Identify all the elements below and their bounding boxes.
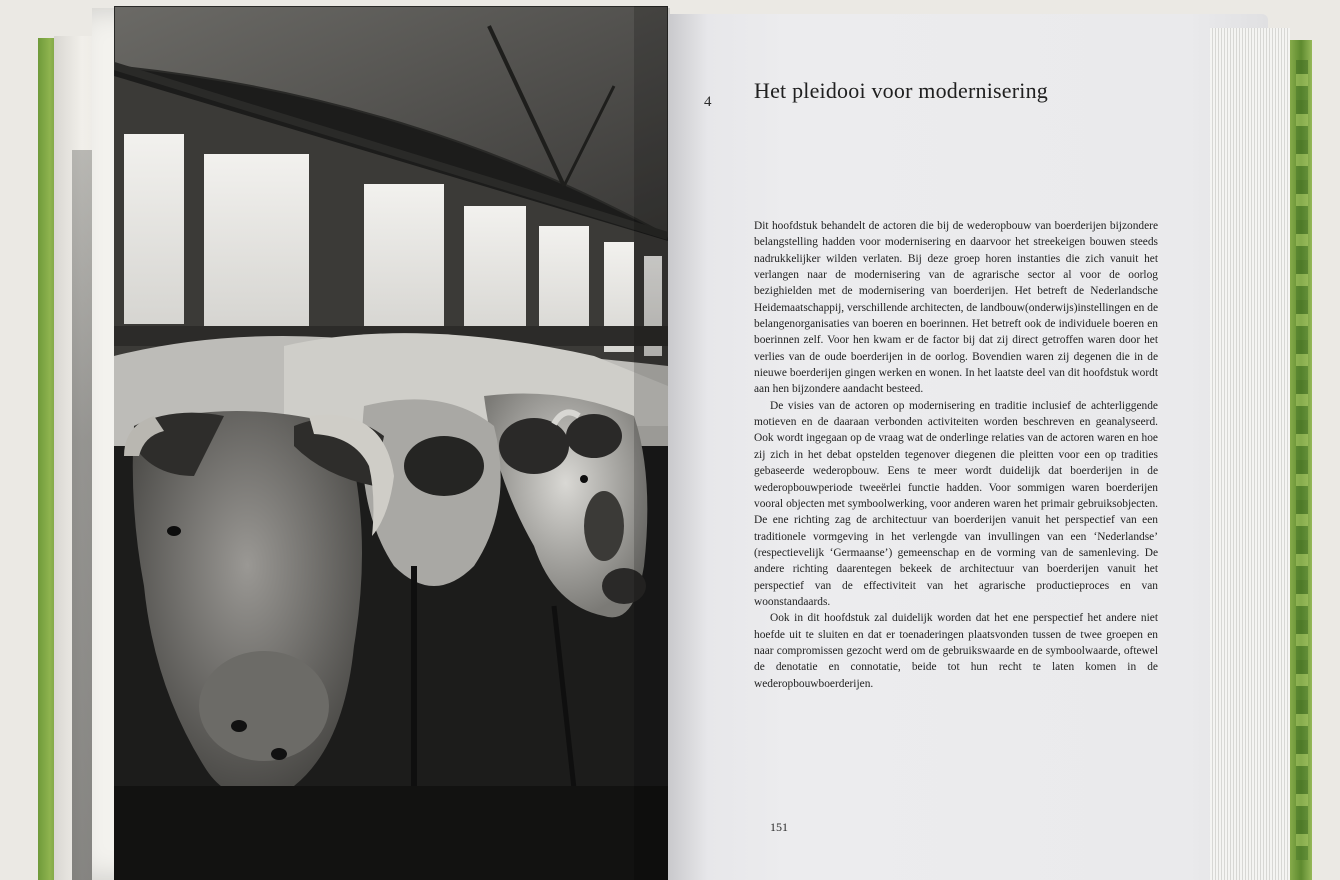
- paragraph: Ook in dit hoofdstuk zal duidelijk worden dat het ene perspectief het andere niet hoefde uit te sluiten en dat er toenaderingen plaatsvonden tussen de twee groepen en naar compromissen gezocht werd om de gebruikswaarde en de symboolwaarde, oftewel de denotatie en connotatie, beide tot hun recht te laten komen in de wederopbouwboerderijen.: [754, 612, 1158, 690]
- chapter-title: Het pleidooi voor modernisering: [754, 78, 1048, 103]
- cover-pattern: [1296, 60, 1308, 860]
- page-number: 151: [770, 820, 788, 834]
- cow-barn-photo: [114, 6, 668, 880]
- paragraph: Dit hoofdstuk behandelt de actoren die bij de wederopbouw van boerderijen bijzondere belangstelling hadden voor modernisering en daarvoor het streekeigen bouwen steeds nadrukkelijker wilden verlaten. Bij deze groep horen instanties die zich vanuit het verlangen naar de modernisering van de agrarische sector al voor de oorlog bezighielden met de modernisering van boerderijen. Het betreft de Nederlandsche Heidemaatschappij, verschillende architecten, de landbouw(onderwijs)instellingen en de belangenorganisaties van boeren en boerinnen. Het betreft ook de individuele boeren en boerinnen zelf. Voor hen kwam er de factor bij dat zij direct getroffen waren door het verlies van de oude boerderijen in de oorlog. Bovendien waren zij degenen die in de nieuwe boerderijen gingen werken en wonen. In het laatste deel van dit hoofdstuk wordt aan hen bijzondere aandacht besteed.: [754, 220, 1158, 396]
- right-page-stack: [1210, 28, 1290, 880]
- chapter-body: [754, 218, 1158, 692]
- chapter-number: 4: [704, 94, 712, 110]
- paragraph: De visies van de actoren op modernisering en traditie inclusief de achterliggende motieven en de daaraan verbonden activiteiten worden beschreven en geanalyseerd. Ook wordt ingegaan op de vraag wat de onderlinge relaties van de actoren waren en hoe zij zich in het debat opstelden tegenover diegenen die pleitten voor een op tradities gebaseerde wederopbouw. Eens te meer wordt duidelijk dat boerderijen in de wederopbouwperiode tweeërlei functie hadden. Voor sommigen waren boerderijen vooral objecten met symboolwerking, voor anderen waren het primair gebruiksobjecten. De ene richting zag de architectuur van boerderijen vanuit het perspectief van een traditionele vormgeving in het verlengde van invullingen van een ‘Nederlandse’ (respectievelijk ‘Germaanse’) gemeenschap en de vorming van de samenleving. De andere richting daarentegen bekeek de architectuur van boerderijen vanuit het perspectief van de effectiviteit van het agrarische productieproces en van woonstandaards.: [754, 399, 1158, 608]
